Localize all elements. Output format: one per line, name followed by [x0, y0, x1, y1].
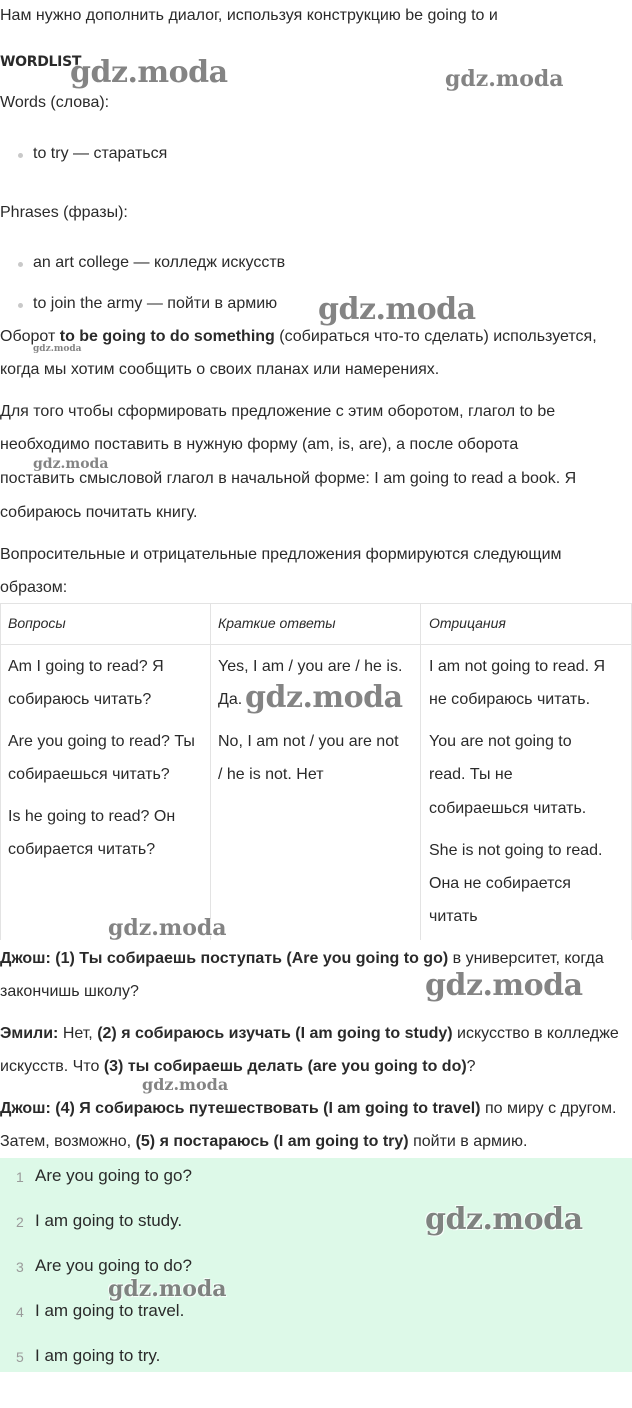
- table-cell: Is he going to read? Он: [8, 808, 176, 825]
- words-label: Words (слова):: [0, 94, 110, 111]
- watermark: gdz.moda: [445, 66, 564, 92]
- table-cell: / he is not. Нет: [218, 766, 324, 783]
- table-border: [420, 603, 421, 940]
- table-border: [0, 603, 1, 940]
- wordlist-title: WORDLIST: [0, 54, 82, 70]
- answer-text: Are you going to do?: [35, 1256, 192, 1275]
- table-cell: собирается читать?: [8, 841, 156, 858]
- dialog-line: закончишь школу?: [0, 983, 139, 1000]
- table-header-short-answers: Краткие ответы: [218, 615, 336, 631]
- bullet: [18, 303, 23, 308]
- table-cell: собираешься читать.: [429, 800, 587, 817]
- theory-line: поставить смысловой глагол в начальной форме: I am going to read a book. Я: [0, 470, 577, 487]
- table-border: [210, 603, 211, 940]
- table-cell: Да.: [218, 691, 243, 708]
- table-cell: читать: [429, 908, 478, 925]
- watermark: gdz.moda: [425, 968, 583, 1003]
- table-cell: She is not going to read.: [429, 842, 603, 859]
- theory-line: собираюсь почитать книгу.: [0, 504, 198, 521]
- phrase-item: to join the army — пойти в армию: [33, 295, 278, 312]
- answer-number: 5: [16, 1349, 24, 1365]
- table-cell: No, I am not / you are not: [218, 733, 399, 750]
- watermark: gdz.moda: [108, 915, 227, 941]
- table-cell: read. Ты не: [429, 766, 513, 783]
- answer-text: Are you going to go?: [35, 1166, 192, 1185]
- theory-line: необходимо поставить в нужную форму (am, is, are), а после оборота: [0, 436, 519, 453]
- table-cell: I am not going to read. Я: [429, 658, 606, 675]
- table-header-questions: Вопросы: [8, 615, 66, 631]
- grammar-table: [0, 603, 632, 940]
- phrases-label: Phrases (фразы):: [0, 204, 128, 221]
- watermark: gdz.moda: [425, 1202, 583, 1237]
- phrase-item: an art college — колледж искусств: [33, 254, 286, 271]
- dialog-line: Эмили: Нет, (2) я собираюсь изучать (I am going to study) искусство в колледже: [0, 1025, 619, 1042]
- watermark: gdz.moda: [70, 55, 228, 90]
- watermark: gdz.moda: [33, 344, 82, 354]
- answer-text: I am going to try.: [35, 1346, 161, 1365]
- dialog-line: искусств. Что (3) ты собираешь делать (are you going to do)?: [0, 1058, 476, 1075]
- table-cell: собираюсь читать?: [8, 691, 152, 708]
- answer-text: I am going to study.: [35, 1211, 183, 1230]
- table-cell: You are not going to: [429, 733, 572, 750]
- table-cell: Она не собирается: [429, 875, 571, 892]
- answer-number: 2: [16, 1214, 24, 1230]
- answer-number: 3: [16, 1259, 24, 1275]
- table-cell: собираешься читать?: [8, 766, 170, 783]
- theory-line: Оборот to be going to do something (собираться что-то сделать) используется,: [0, 328, 597, 345]
- theory-line: Вопросительные и отрицательные предложения формируются следующим: [0, 546, 562, 563]
- table-cell: Am I going to read? Я: [8, 658, 164, 675]
- table-cell: Yes, I am / you are / he is.: [218, 658, 403, 675]
- watermark: gdz.moda: [108, 1276, 227, 1302]
- answer-text: I am going to travel.: [35, 1301, 185, 1320]
- dialog-line: Джош: (1) Ты собираешь поступать (Are you going to go) в университет, когда: [0, 950, 604, 967]
- theory-line: когда мы хотим сообщить о своих планах или намерениях.: [0, 361, 440, 378]
- answer-number: 4: [16, 1304, 24, 1320]
- dialog-line: Джош: (4) Я собираюсь путешествовать (I am going to travel) по миру с другом.: [0, 1100, 617, 1117]
- watermark: gdz.moda: [142, 1075, 229, 1094]
- word-item: to try — стараться: [33, 145, 168, 162]
- answer-number: 1: [16, 1169, 24, 1185]
- table-header-negations: Отрицания: [429, 615, 506, 631]
- table-cell: Are you going to read? Ты: [8, 733, 195, 750]
- bullet: [18, 262, 23, 267]
- bullet: [18, 153, 23, 158]
- watermark: gdz.moda: [245, 680, 403, 715]
- watermark: gdz.moda: [33, 456, 109, 472]
- dialog-line: Затем, возможно, (5) я постараюсь (I am going to try) пойти в армию.: [0, 1133, 528, 1150]
- table-cell: не собираюсь читать.: [429, 691, 591, 708]
- answer-box: [0, 1158, 632, 1372]
- theory-line: образом:: [0, 579, 68, 596]
- intro-text: Нам нужно дополнить диалог, используя конструкцию be going to и: [0, 7, 498, 24]
- watermark: gdz.moda: [318, 292, 476, 327]
- theory-line: Для того чтобы сформировать предложение с этим оборотом, глагол to be: [0, 403, 556, 420]
